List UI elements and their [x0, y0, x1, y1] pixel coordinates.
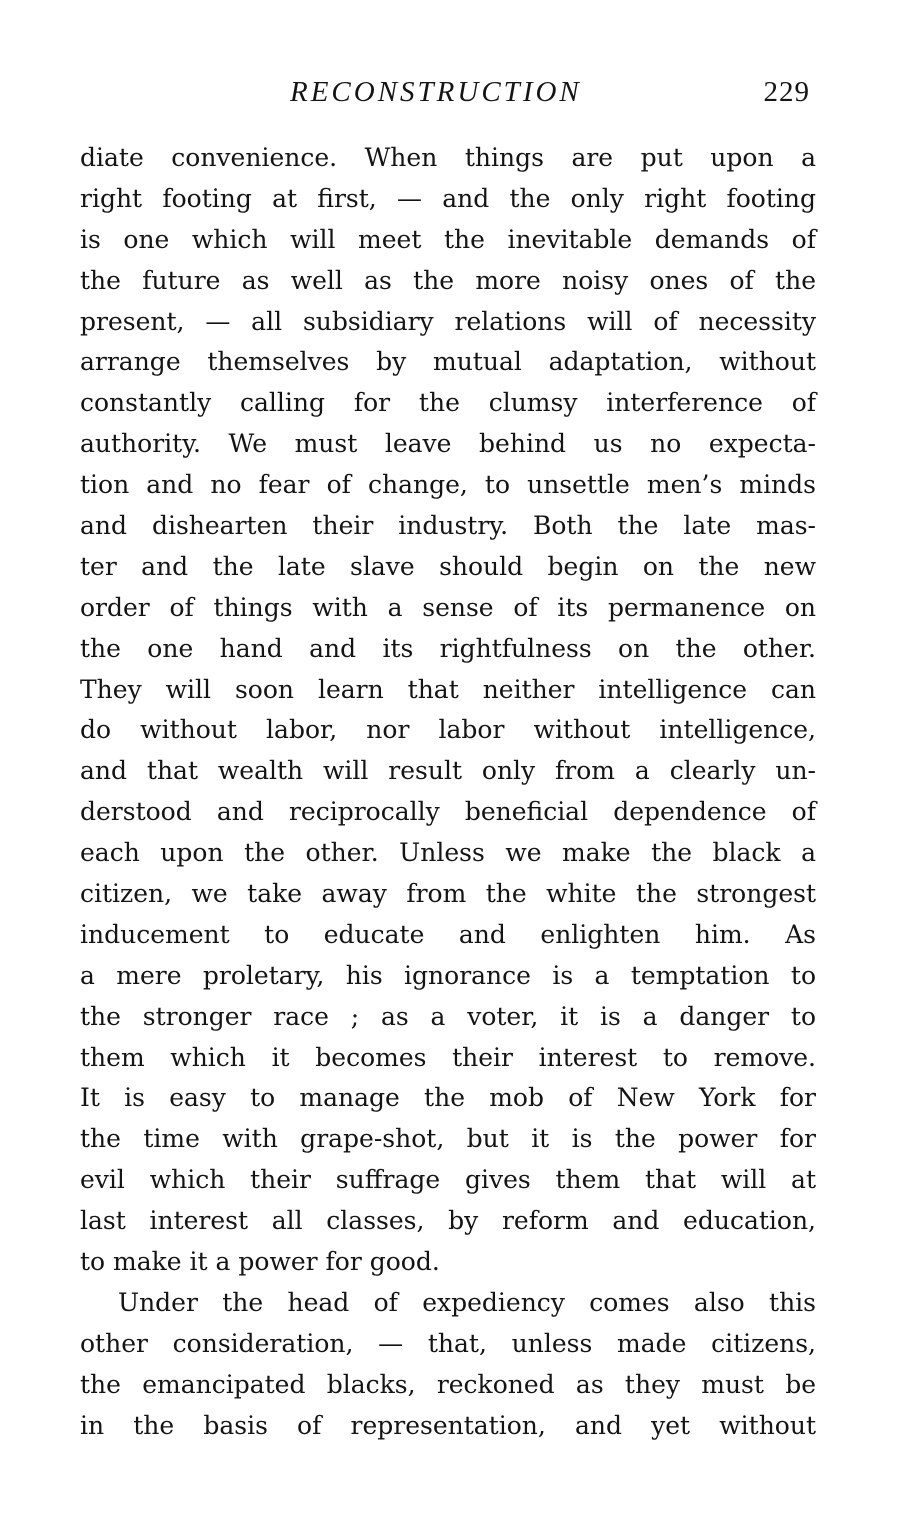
- paragraph-start-line: Under the head of expediency comes also this: [118, 1287, 816, 1317]
- text-line: do without labor, nor labor without intelligence,: [80, 715, 816, 745]
- paragraph-end-line: to make it a power for good.: [80, 1247, 440, 1277]
- running-head: [80, 76, 820, 116]
- text-line: last interest all classes, by reform and education,: [80, 1206, 816, 1236]
- text-line: citizen, we take away from the white the strongest: [80, 879, 816, 909]
- text-line: them which it becomes their interest to remove.: [80, 1042, 816, 1072]
- page-number: 229: [763, 76, 810, 108]
- running-title: RECONSTRUCTION: [290, 76, 582, 108]
- text-line: the emancipated blacks, reckoned as they must be: [80, 1369, 816, 1399]
- text-line: and dishearten their industry. Both the late mas-: [80, 511, 816, 541]
- text-line: order of things with a sense of its permanence on: [80, 592, 816, 622]
- text-line: the stronger race ; as a voter, it is a danger to: [80, 1001, 816, 1031]
- text-line: constantly calling for the clumsy interference of: [80, 388, 816, 418]
- text-line: It is easy to manage the mob of New York for: [80, 1083, 816, 1113]
- text-line: other consideration, — that, unless made citizens,: [80, 1328, 816, 1358]
- text-line: They will soon learn that neither intelligence can: [80, 674, 816, 704]
- text-line: tion and no fear of change, to unsettle men’s minds: [80, 470, 816, 500]
- text-line: inducement to educate and enlighten him. As: [80, 919, 816, 949]
- text-line: the one hand and its rightfulness on the other.: [80, 633, 816, 663]
- text-line: present, — all subsidiary relations will of necessity: [80, 306, 816, 336]
- text-line: right footing at first, — and the only right footing: [80, 183, 816, 213]
- text-line: derstood and reciprocally beneficial dependence of: [80, 797, 816, 827]
- text-line: a mere proletary, his ignorance is a temptation to: [80, 960, 816, 990]
- text-line: ter and the late slave should begin on the new: [80, 551, 816, 581]
- text-line: the time with grape-shot, but it is the power for: [80, 1124, 816, 1154]
- body-text: [80, 138, 816, 1447]
- text-line: diate convenience. When things are put upon a: [80, 143, 816, 172]
- text-line: authority. We must leave behind us no expecta-: [80, 429, 816, 459]
- text-line: arrange themselves by mutual adaptation, without: [80, 347, 816, 377]
- text-line: evil which their suffrage gives them that will at: [80, 1165, 816, 1195]
- text-line: in the basis of representation, and yet without: [80, 1410, 816, 1440]
- text-line: and that wealth will result only from a clearly un-: [80, 756, 816, 786]
- text-line: each upon the other. Unless we make the black a: [80, 838, 816, 868]
- text-line: is one which will meet the inevitable demands of: [80, 224, 816, 254]
- text-line: the future as well as the more noisy ones of the: [80, 265, 816, 295]
